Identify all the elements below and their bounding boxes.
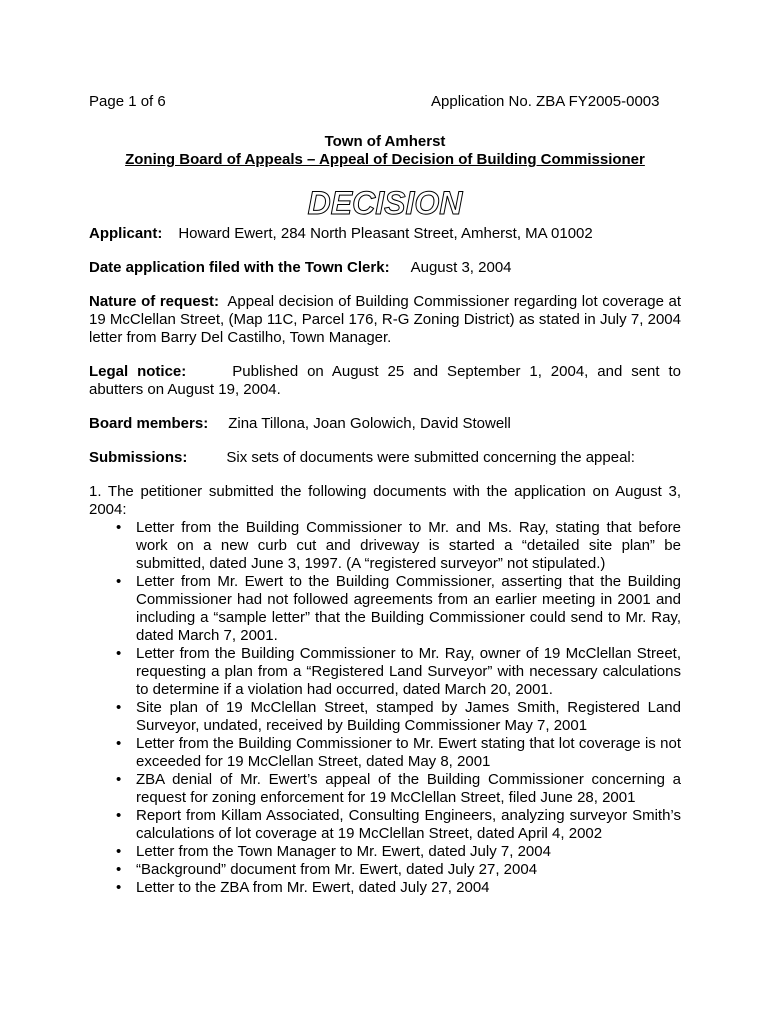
board-members [89, 415, 681, 433]
applicant-label: Applicant: [89, 225, 163, 242]
list-item: • Letter from the Building Commissioner to Mr. Ray, owner of 19 McClellan Street, requesting a plan from a “Registered Land Surveyor” with necessary calculations to determine if a violation had occurred, dated March 20, 2001. [89, 645, 681, 699]
nature-value: Appeal decision of Building Commissioner regarding lot coverage at 19 McClellan Street, (Map 11C, Parcel 176, R-G Zoning District) as stated in July 7, 2004 letter from Barry Del Castilho, Town Manager. [89, 293, 682, 346]
submissions-label: Submissions: [89, 449, 188, 466]
decision-word: DECISION [307, 185, 463, 221]
application-number: Application No. ZBA FY2005-0003 [431, 93, 660, 110]
legal-notice-value: Published on August 25 and September 1, 2004, and sent to abutters on August 19, 2004. [89, 363, 681, 398]
petitioner-documents-list [89, 519, 681, 897]
page-number: Page 1 of 6 [89, 93, 166, 110]
decision-outline-text [305, 181, 465, 221]
applicant-value: Howard Ewert, 284 North Pleasant Street, Amherst, MA 01002 [178, 225, 593, 242]
decision-heading [89, 181, 681, 221]
date-filed-value: August 3, 2004 [410, 259, 512, 276]
page-header [89, 93, 681, 111]
list-item: • Report from Killam Associated, Consulting Engineers, analyzing surveyor Smith’s calculations of lot coverage at 19 McClellan Street, dated April 4, 2002 [89, 807, 681, 843]
board-subtitle: Zoning Board of Appeals – Appeal of Decision of Building Commissioner [125, 151, 645, 168]
submissions-value: Six sets of documents were submitted concerning the appeal: [226, 449, 635, 466]
board-members-value: Zina Tillona, Joan Golowich, David Stowell [228, 415, 511, 432]
title-block [89, 133, 681, 169]
list-item: • ZBA denial of Mr. Ewert’s appeal of the Building Commissioner concerning a request for zoning enforcement for 19 McClellan Street, filed June 28, 2001 [89, 771, 681, 807]
date-filed-line [89, 259, 681, 277]
list-item: • Letter from the Town Manager to Mr. Ewert, dated July 7, 2004 [89, 843, 681, 861]
nature-label: Nature of request: [89, 293, 220, 310]
list-item: • Letter from the Building Commissioner to Mr. and Ms. Ray, stating that before work on a new curb cut and driveway is started a “detailed site plan” be submitted, dated June 3, 1997. (A “registered surveyor” not stipulated.) [89, 519, 681, 573]
list-item: • Site plan of 19 McClellan Street, stamped by James Smith, Registered Land Surveyor, undated, received by Building Commissioner May 7, 2001 [89, 699, 681, 735]
applicant-line [89, 225, 681, 243]
document-page [89, 88, 681, 897]
list-item: • Letter to the ZBA from Mr. Ewert, dated July 27, 2004 [89, 879, 681, 897]
date-filed-label: Date application filed with the Town Clerk: [89, 259, 390, 276]
legal-notice-label: Legal notice: [89, 363, 187, 380]
nature-of-request [89, 293, 681, 347]
list-item: • Letter from Mr. Ewert to the Building Commissioner, asserting that the Building Commissioner had not followed agreements from an earlier meeting in 2001 and including a “sample letter” that the Building Commissioner could send to Mr. Ray, dated March 7, 2001. [89, 573, 681, 645]
petitioner-intro: 1. The petitioner submitted the following documents with the application on August 3, 2004: [89, 483, 681, 518]
town-title: Town of Amherst [324, 133, 446, 150]
list-item: • “Background” document from Mr. Ewert, dated July 27, 2004 [89, 861, 681, 879]
list-item: • Letter from the Building Commissioner to Mr. Ewert stating that lot coverage is not exceeded for 19 McClellan Street, dated May 8, 2001 [89, 735, 681, 771]
board-members-label: Board members: [89, 415, 209, 432]
legal-notice [89, 363, 681, 399]
submissions [89, 449, 681, 467]
